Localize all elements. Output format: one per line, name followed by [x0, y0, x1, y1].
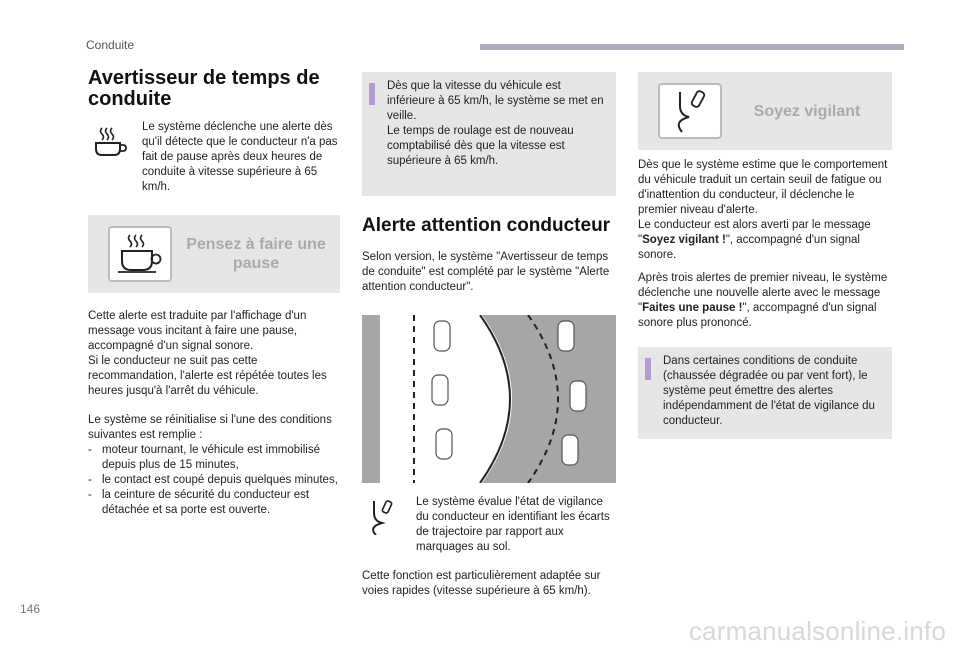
second-alert-text-c: ", accompagné d'un signal sonore plus prononcé.	[638, 302, 877, 329]
list-dash: -	[88, 444, 92, 456]
pause-message	[172, 235, 340, 273]
header-bar	[480, 44, 904, 50]
reset-conditions-list	[88, 443, 340, 518]
note-line-1: Dès que la vitesse du véhicule est inférieure à 65 km/h, le système se met en veille.	[387, 80, 604, 122]
list-dash: -	[88, 489, 92, 501]
lane-illustration	[362, 315, 616, 483]
column-2	[362, 72, 616, 599]
info-bar-icon	[369, 83, 375, 105]
coffee-cup-icon	[108, 226, 172, 282]
second-alert-text-a: Après trois alertes de premier niveau, le système déclenche une nouvelle alerte avec le message "	[638, 272, 888, 314]
list-item-text: le contact est coupé depuis quelques minutes,	[102, 474, 338, 486]
column-1	[88, 68, 340, 518]
section-title-driving-time	[88, 68, 340, 110]
list-item-text: moteur tournant, le véhicule est immobilisé depuis plus de 15 minutes,	[102, 444, 320, 471]
evaluation-block	[362, 495, 616, 555]
title-line-2: conduite	[88, 88, 172, 110]
first-alert-text-c: ", accompagné d'un signal sonore.	[638, 234, 860, 261]
section-title-attention: Alerte attention conducteur	[362, 215, 611, 236]
lane-drift-icon	[658, 83, 722, 139]
pause-message-quote: Faites une pause !	[642, 302, 743, 314]
first-alert-text	[638, 158, 892, 263]
title-line-1: Avertisseur de temps de	[88, 67, 320, 89]
alert-text-1: Cette alerte est traduite par l'affichage d'un message vous incitant à faire une pause, accompagné d'un signal sonore.	[88, 310, 307, 352]
section-header: Conduite	[86, 38, 135, 52]
vigilant-message-quote: Soyez vigilant !	[642, 234, 726, 246]
intro-text: Le système déclenche une alerte dès qu'il détecte que le conducteur n'a pas fait de pause après deux heures de conduite à vitesse supérieure à 65 km/h.	[142, 121, 338, 193]
coffee-cup-icon	[88, 120, 142, 160]
reset-intro: Le système se réinitialise si l'une des conditions suivantes est remplie :	[88, 414, 332, 441]
vigilant-message-panel	[638, 72, 892, 150]
adapted-text: Cette fonction est particulièrement adaptée sur voies rapides (vitesse supérieure à 65 km/h).	[362, 570, 601, 597]
list-item	[88, 473, 340, 488]
list-item	[88, 443, 340, 473]
info-bar-icon	[645, 358, 651, 380]
alert-text-2: Si le conducteur ne suit pas cette recommandation, l'alerte est répétée toutes les heures jusqu'à l'arrêt du véhicule.	[88, 355, 327, 397]
list-item	[88, 488, 340, 518]
evaluation-text: Le système évalue l'état de vigilance du conducteur en identifiant les écarts de trajectoire par rapport aux marquages au sol.	[416, 496, 610, 553]
conditions-note	[638, 347, 892, 439]
info-note	[362, 72, 616, 196]
list-dash: -	[88, 474, 92, 486]
pause-message-line-1: Pensez à faire une	[186, 236, 326, 253]
first-alert-text-b: Le conducteur est alors averti par le message "	[638, 219, 871, 246]
column-3	[638, 72, 892, 439]
list-item-text: la ceinture de sécurité du conducteur est détachée et sa porte est ouverte.	[102, 489, 310, 516]
info-note-text	[387, 79, 606, 188]
conditions-note-text: Dans certaines conditions de conduite (chaussée dégradée ou par vent fort), le système peut émettre des alertes indépendamment de l'état de vigilance du conducteur.	[663, 355, 875, 427]
attention-intro: Selon version, le système "Avertisseur de temps de conduite" est complété par le système "Alerte attention conducteur".	[362, 251, 610, 293]
page-number: 146	[20, 602, 41, 616]
note-line-2: Le temps de roulage est de nouveau comptabilisé dès que la vitesse est supérieure à 65 km/h.	[387, 125, 574, 167]
pause-message-panel	[88, 215, 340, 293]
lane-drift-icon	[362, 495, 416, 535]
alert-description	[88, 309, 340, 399]
pause-message-line-2: pause	[232, 255, 280, 272]
vigilant-message: Soyez vigilant	[753, 102, 861, 120]
second-alert-text	[638, 271, 892, 331]
first-alert-text-a: Dès que le système estime que le comportement du véhicule traduit un certain seuil de fatigue ou d'inattention du conducteur, il déclenche le premier niveau d'alerte.	[638, 159, 888, 216]
intro-block	[88, 120, 340, 195]
watermark: carmanualsonline.info	[688, 616, 946, 646]
